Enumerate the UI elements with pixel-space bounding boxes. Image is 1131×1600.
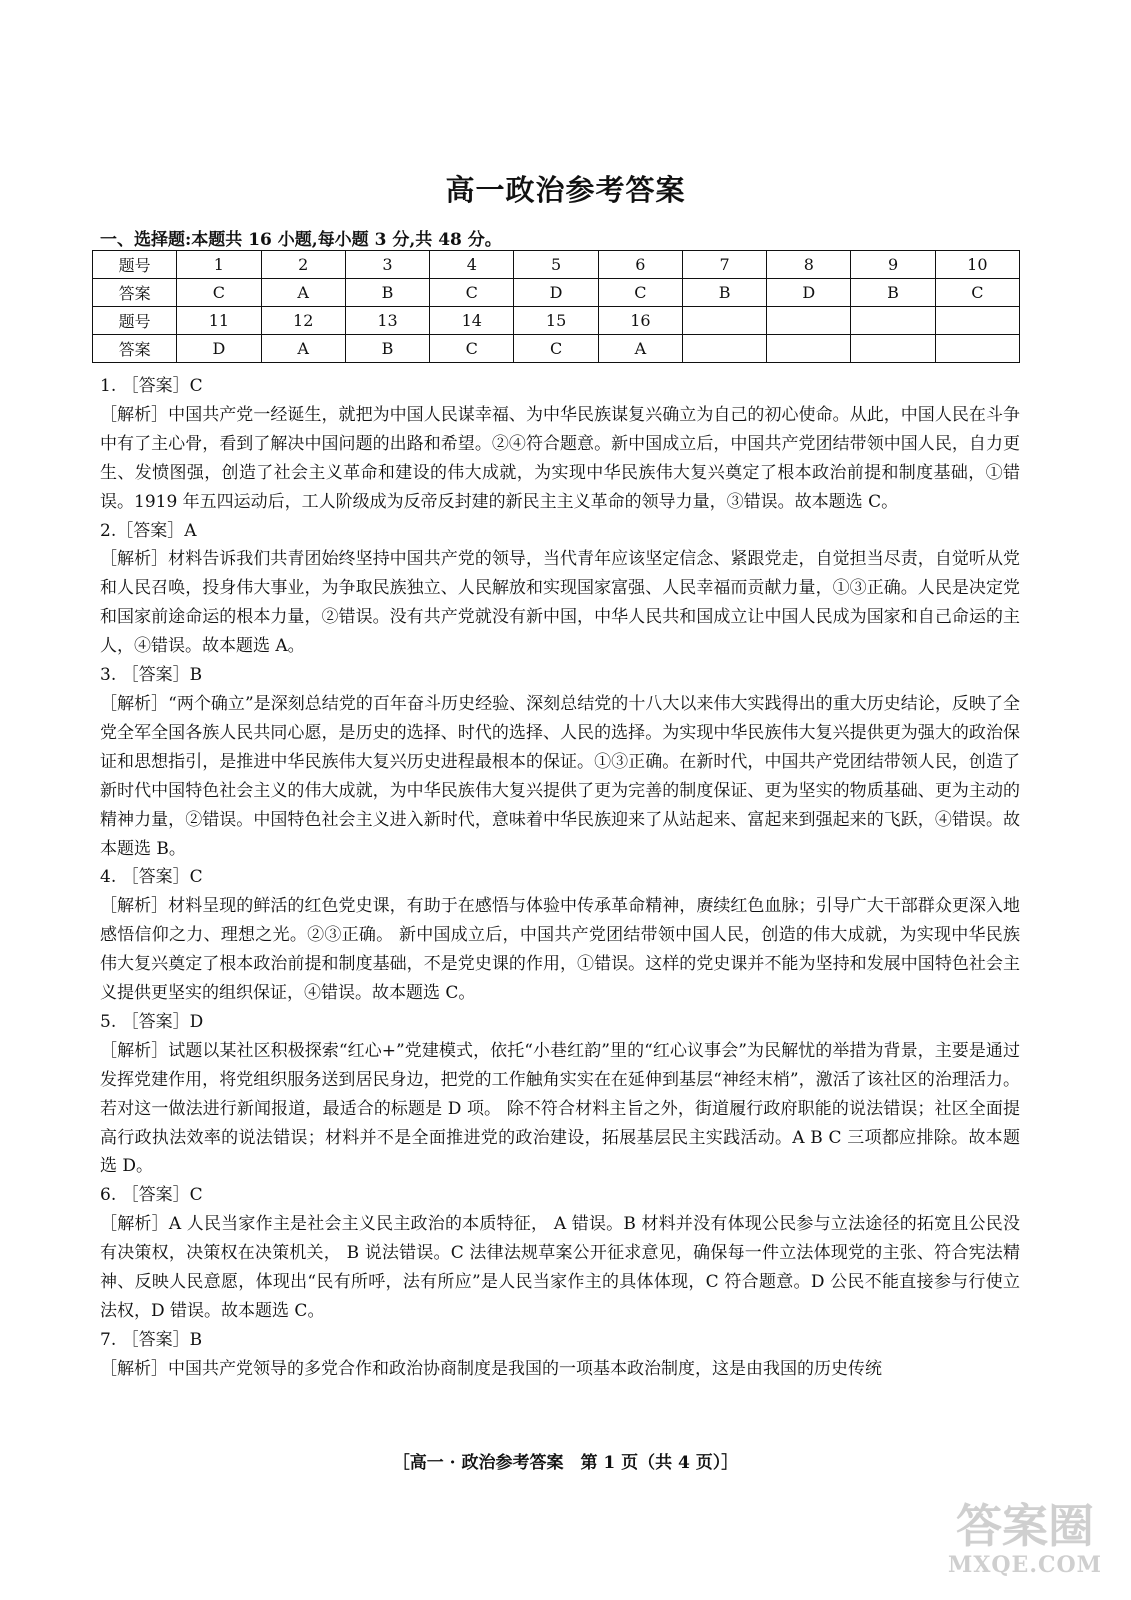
table-cell: C (514, 335, 598, 363)
table-cell: C (177, 279, 261, 307)
table-cell: 14 (430, 307, 514, 335)
answer-line: 7. ［答案］B (100, 1329, 203, 1350)
analysis-text: ［解析］材料告诉我们共青团始终坚持中国共产党的领导，当代青年应该坚定信念、紧跟党走，自觉担当尽责，自觉听从党和人民召唤，投身伟大事业，为争取民族独立、人民解放和实现国家富强、人民幸福而贡献力量，①③正确。人民是决定党和国家前途命运的根本力量，②错误。没有共产党就没有新中国，中华人民共和国成立让中国人民成为国家和自己命运的主人，④错误。故本题选 A。 (100, 549, 1020, 657)
table-cell: B (345, 279, 429, 307)
table-cell: 13 (345, 307, 429, 335)
table-cell: A (261, 335, 345, 363)
answer-table (92, 250, 1020, 363)
table-cell: 15 (514, 307, 598, 335)
table-cell: 8 (767, 251, 851, 279)
table-cell (851, 307, 935, 335)
table-cell: C (430, 279, 514, 307)
table-cell: 12 (261, 307, 345, 335)
table-cell: C (430, 335, 514, 363)
analysis-text: ［解析］试题以某社区积极探索“红心+”党建模式，依托“小巷红韵”里的“红心议事会”为民解忧的举措为背景，主要是通过发挥党建作用，将党组织服务送到居民身边，把党的工作触角实实在在延伸到基层“神经末梢”，激活了该社区的治理活力。若对这一做法进行新闻报道，最适合的标题是 D 项。 除不符合材料主旨之外，街道履行政府职能的说法错误；社区全面提高行政执法效率的说法错误；材料并不是全面推进党的政治建设，拓展基层民主实践活动。A B C 三项都应排除。故本题选 D。 (100, 1040, 1020, 1177)
question-3 (100, 661, 1020, 863)
answer-line: 2.［答案］A (100, 520, 197, 541)
table-cell: 9 (851, 251, 935, 279)
table-cell: 2 (261, 251, 345, 279)
row-header-cell: 答案 (93, 279, 177, 307)
table-cell (767, 335, 851, 363)
table-cell (935, 335, 1019, 363)
table-cell: 4 (430, 251, 514, 279)
table-cell (935, 307, 1019, 335)
table-cell: B (345, 335, 429, 363)
table-row (93, 335, 1020, 363)
analysis-text: ［解析］材料呈现的鲜活的红色党史课，有助于在感悟与体验中传承革命精神，赓续红色血脉；引导广大干部群众更深入地感悟信仰之力、理想之光。②③正确。 新中国成立后，中国共产党团结带领中国人民，创造的伟大成就，为实现中华民族伟大复兴奠定了根本政治前提和制度基础，不是党史课的作用，①错误。这样的党史课并不能为坚持和发展中国特色社会主义提供更坚实的组织保证，④错误。故本题选 C。 (100, 896, 1020, 1004)
table-cell: B (683, 279, 767, 307)
row-header-cell: 题号 (93, 251, 177, 279)
page-footer: ［高一 · 政治参考答案 第 1 页（共 4 页）］ (392, 1453, 739, 1473)
table-cell: C (935, 279, 1019, 307)
analysis-text: ［解析］A 人民当家作主是社会主义民主政治的本质特征， A 错误。B 材料并没有体现公民参与立法途径的拓宽且公民没有决策权，决策权在决策机关， B 说法错误。C 法律法规草案公开征求意见，确保每一件立法体现党的主张、符合宪法精神、反映人民意愿，体现出“民有所呼，法有所应”是人民当家作主的具体体现，C 符合题意。D 公民不能直接参与行使立法权，D 错误。故本题选 C。 (100, 1214, 1020, 1321)
analysis-text: ［解析］中国共产党领导的多党合作和政治协商制度是我国的一项基本政治制度，这是由我国的历史传统 (100, 1358, 882, 1379)
table-cell: C (598, 279, 682, 307)
table-cell (683, 307, 767, 335)
answer-line: 6. ［答案］C (100, 1185, 203, 1206)
question-1 (100, 372, 1020, 517)
analysis-text: ［解析］“两个确立”是深刻总结党的百年奋斗历史经验、深刻总结党的十八大以来伟大实践得出的重大历史结论，反映了全党全军全国各族人民共同心愿，是历史的选择、时代的选择、人民的选择。为实现中华民族伟大复兴提供更为强大的政治保证和思想指引，是推进中华民族伟大复兴历史进程最根本的保证。①③正确。在新时代，中国共产党团结带领人民，创造了新时代中国特色社会主义的伟大成就，为中华民族伟大复兴提供了更为完善的制度保证、更为坚实的物质基础、更为主动的精神力量，②错误。中国特色社会主义进入新时代，意味着中华民族迎来了从站起来、富起来到强起来的飞跃，④错误。故本题选 B。 (100, 693, 1020, 859)
answer-line: 4. ［答案］C (100, 867, 203, 888)
page-title: 高一政治参考答案 (445, 173, 686, 207)
answer-line: 5. ［答案］D (100, 1011, 204, 1032)
question-6 (100, 1181, 1020, 1326)
table-cell (767, 307, 851, 335)
table-cell: 11 (177, 307, 261, 335)
answer-line: 3. ［答案］B (100, 665, 203, 686)
table-cell: D (514, 279, 598, 307)
table-row (93, 279, 1020, 307)
table-cell: 16 (598, 307, 682, 335)
question-4 (100, 863, 1020, 1008)
watermark-logo-text: 答案圈 (956, 1499, 1094, 1553)
table-row (93, 307, 1020, 335)
table-cell: B (851, 279, 935, 307)
table-cell: 5 (514, 251, 598, 279)
analysis-text: ［解析］中国共产党一经诞生，就把为中国人民谋幸福、为中华民族谋复兴确立为自己的初心使命。从此，中国人民在斗争中有了主心骨，看到了解决中国问题的出路和希望。②④符合题意。新中国成立后，中国共产党团结带领中国人民，自力更生、发愤图强，创造了社会主义革命和建设的伟大成就，为实现中华民族伟大复兴奠定了根本政治前提和制度基础，①错误。1919 年五四运动后，工人阶级成为反帝反封建的新民主主义革命的领导力量，③错误。故本题选 C。 (100, 404, 1020, 512)
table-cell: 10 (935, 251, 1019, 279)
table-cell: 6 (598, 251, 682, 279)
watermark-url: MXQE.COM (947, 1552, 1103, 1578)
table-cell: A (598, 335, 682, 363)
watermark-logo (940, 1500, 1110, 1590)
table-cell (851, 335, 935, 363)
table-row (93, 251, 1020, 279)
row-header-cell: 题号 (93, 307, 177, 335)
table-cell: A (261, 279, 345, 307)
answer-line: 1. ［答案］C (100, 376, 203, 396)
question-7 (100, 1326, 1020, 1384)
section-heading: 一、选择题:本题共 16 小题,每小题 3 分,共 48 分。 (100, 230, 502, 250)
table-cell: D (767, 279, 851, 307)
question-2 (100, 517, 1020, 662)
table-cell: 3 (345, 251, 429, 279)
question-5 (100, 1008, 1020, 1181)
table-cell: D (177, 335, 261, 363)
row-header-cell: 答案 (93, 335, 177, 363)
table-cell: 1 (177, 251, 261, 279)
analysis-body (100, 372, 1020, 1384)
table-cell: 7 (683, 251, 767, 279)
table-cell (683, 335, 767, 363)
